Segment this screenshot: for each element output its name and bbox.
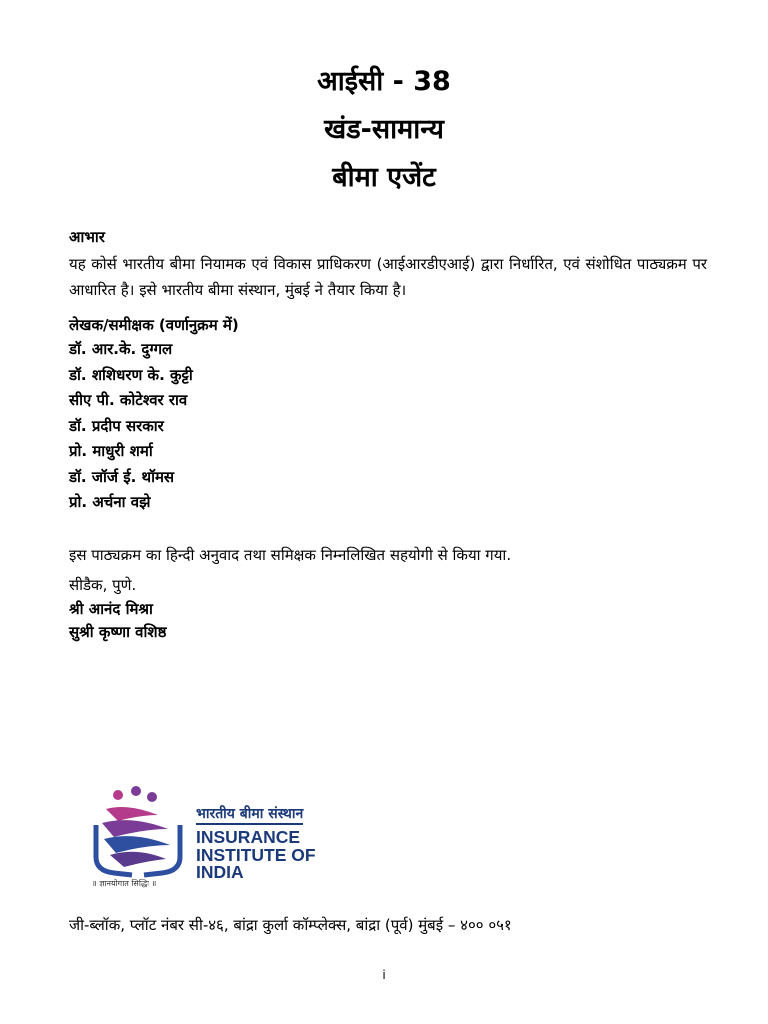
- translator-name: श्री आनंद मिश्रा: [69, 599, 153, 618]
- page-number: i: [382, 968, 386, 982]
- course-code-title: आईसी - 38: [317, 66, 451, 97]
- institute-address: जी-ब्लॉक, प्लॉट नंबर सी-४६, बांद्रा कुर्ला कॉम्प्लेक्स, बांद्रा (पूर्व) मुंबई – ४०० ०५१: [69, 916, 512, 934]
- authors-heading: लेखक/समीक्षक (वर्णानुक्रम में): [69, 316, 239, 334]
- logo-motto: ॥ ज्ञानयोगात सिद्धिः ॥: [92, 879, 157, 888]
- author-name: डॉ. प्रदीप सरकार: [69, 416, 164, 435]
- acknowledgement-text: यह कोर्स भारतीय बीमा नियामक एवं विकास प्राधिकरण (आईआरडीएआई) द्वारा निर्धारित, एवं संशोधित पाठ्यक्रम पर आधारित है। इसे भारतीय बीमा संस्थान, मुंबई ने तैयार किया है।: [69, 255, 707, 299]
- logo-english-name: [196, 829, 316, 882]
- author-name: डॉ. शशिधरण के. कुट्टी: [69, 365, 193, 384]
- logo-emblem-icon: [88, 785, 188, 881]
- author-name: प्रो. माधुरी शर्मा: [69, 442, 153, 460]
- translation-note: इस पाठ्यक्रम का हिन्दी अनुवाद तथा समिक्षक निम्नलिखित सहयोगी से किया गया.: [69, 545, 512, 564]
- subject-title: बीमा एजेंट: [332, 162, 436, 193]
- logo-english-line: INSURANCE: [196, 827, 301, 847]
- main-content: [69, 226, 707, 644]
- authors-list: [69, 337, 707, 516]
- author-name: डॉ. आर.के. दुग्गल: [69, 340, 173, 358]
- author-name: डॉ. जॉर्ज ई. थॉमस: [69, 467, 175, 486]
- institute-logo: [88, 785, 368, 895]
- logo-hindi-name: भारतीय बीमा संस्थान: [196, 805, 303, 825]
- translator-name: सुश्री कृष्णा वशिष्ठ: [69, 622, 167, 641]
- title-block: [0, 58, 768, 202]
- author-name: प्रो. अर्चना वझे: [69, 493, 151, 511]
- acknowledgement-heading: आभार: [69, 228, 105, 246]
- section-title: खंड-सामान्य: [324, 114, 444, 145]
- translation-organization: सीडैक, पुणे.: [69, 575, 137, 594]
- logo-english-line: INSTITUTE OF: [196, 844, 316, 865]
- logo-english-line: INDIA: [196, 862, 244, 882]
- author-name: सीए पी. कोटेश्वर राव: [69, 391, 188, 409]
